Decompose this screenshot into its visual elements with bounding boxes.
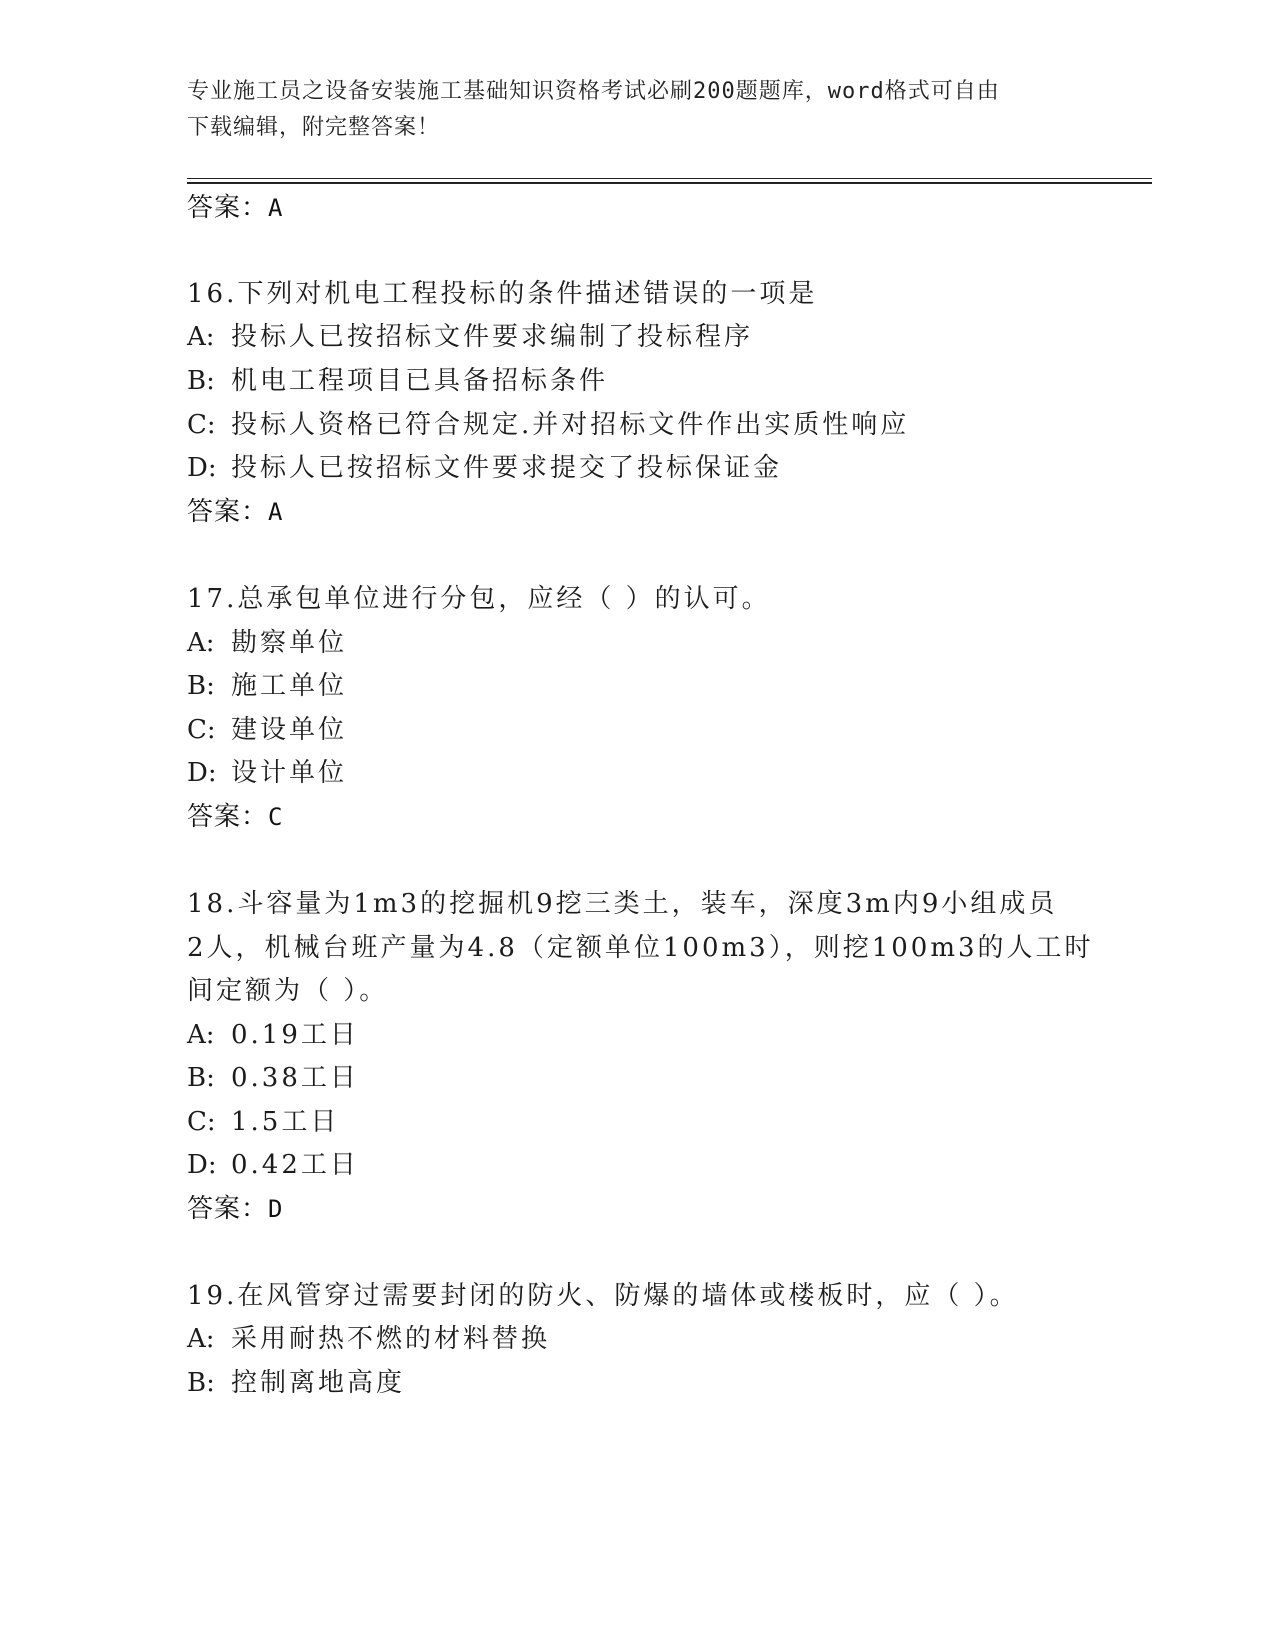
question-18-option-b (187, 1063, 359, 1093)
option-key: B: (187, 1063, 215, 1093)
document-header (187, 74, 1067, 146)
option-text: 0.42工日 (231, 1150, 359, 1180)
option-key: D: (187, 758, 217, 788)
option-key: A: (187, 628, 215, 658)
option-key: B: (187, 671, 215, 701)
answer-label: 答案： (187, 802, 269, 832)
question-18-option-d (187, 1150, 359, 1180)
option-text: 1.5工日 (231, 1107, 340, 1137)
question-18-option-c (187, 1107, 339, 1137)
question-17-option-a (187, 628, 347, 658)
answer-label: 答案： (187, 193, 269, 223)
option-text: 施工单位 (231, 671, 348, 701)
option-text: 控制离地高度 (231, 1368, 406, 1398)
answer-label: 答案： (187, 1194, 269, 1224)
answer-value: D (268, 1195, 284, 1223)
question-18-stem-line-2: 2人，机械台班产量为4.8（定额单位100m3），则挖100m3的人工时 (187, 933, 1094, 963)
option-text: 机电工程项目已具备招标条件 (231, 366, 609, 396)
option-key: D: (187, 1150, 217, 1180)
question-17-answer (187, 802, 283, 832)
option-key: B: (187, 1368, 215, 1398)
answer-prev (187, 193, 283, 223)
option-key: A: (187, 1324, 215, 1354)
answer-label: 答案： (187, 497, 269, 527)
option-key: C: (187, 715, 216, 745)
question-16-answer (187, 497, 283, 527)
question-17-option-d (187, 758, 347, 788)
question-16-option-d (187, 453, 782, 483)
option-key: D: (187, 453, 217, 483)
question-17-stem: 17.总承包单位进行分包，应经（ ）的认可。 (187, 584, 771, 614)
option-text: 0.38工日 (231, 1063, 359, 1093)
question-18-option-a (187, 1020, 359, 1050)
answer-value: A (268, 498, 284, 526)
option-text: 设计单位 (231, 758, 348, 788)
option-key: C: (187, 410, 216, 440)
question-18-stem-line-1: 18.斗容量为1m3的挖掘机9挖三类土，装车，深度3m内9小组成员 (187, 889, 1058, 919)
question-16-option-a (187, 322, 753, 352)
question-18-stem-line-3: 间定额为（ ）。 (187, 976, 389, 1006)
option-text: 建设单位 (231, 715, 348, 745)
question-17-option-c (187, 715, 347, 745)
header-line-1: 专业施工员之设备安装施工基础知识资格考试必刷200题题库，word格式可自由 (187, 79, 1000, 104)
header-line-2: 下载编辑，附完整答案！ (187, 115, 441, 140)
option-key: C: (187, 1107, 216, 1137)
question-16-stem: 16.下列对机电工程投标的条件描述错误的一项是 (187, 279, 818, 309)
option-key: B: (187, 366, 215, 396)
question-18-answer (187, 1194, 283, 1224)
option-text: 投标人已按招标文件要求编制了投标程序 (231, 322, 754, 352)
option-text: 勘察单位 (231, 628, 348, 658)
header-divider-thin (187, 178, 1152, 179)
answer-value: C (268, 803, 284, 831)
option-text: 0.19工日 (231, 1020, 359, 1050)
option-key: A: (187, 322, 215, 352)
question-17-option-b (187, 671, 347, 701)
header-divider-thick (187, 182, 1152, 184)
question-16-option-c (187, 410, 909, 440)
answer-value: A (268, 194, 284, 222)
option-text: 投标人已按招标文件要求提交了投标保证金 (231, 453, 783, 483)
question-16-option-b (187, 366, 608, 396)
question-19-stem: 19.在风管穿过需要封闭的防火、防爆的墙体或楼板时，应（ ）。 (187, 1281, 1019, 1311)
option-text: 投标人资格已符合规定.并对招标文件作出实质性响应 (231, 410, 910, 440)
question-19-option-b (187, 1368, 405, 1398)
question-19-option-a (187, 1324, 550, 1354)
option-text: 采用耐热不燃的材料替换 (231, 1324, 551, 1354)
option-key: A: (187, 1020, 215, 1050)
